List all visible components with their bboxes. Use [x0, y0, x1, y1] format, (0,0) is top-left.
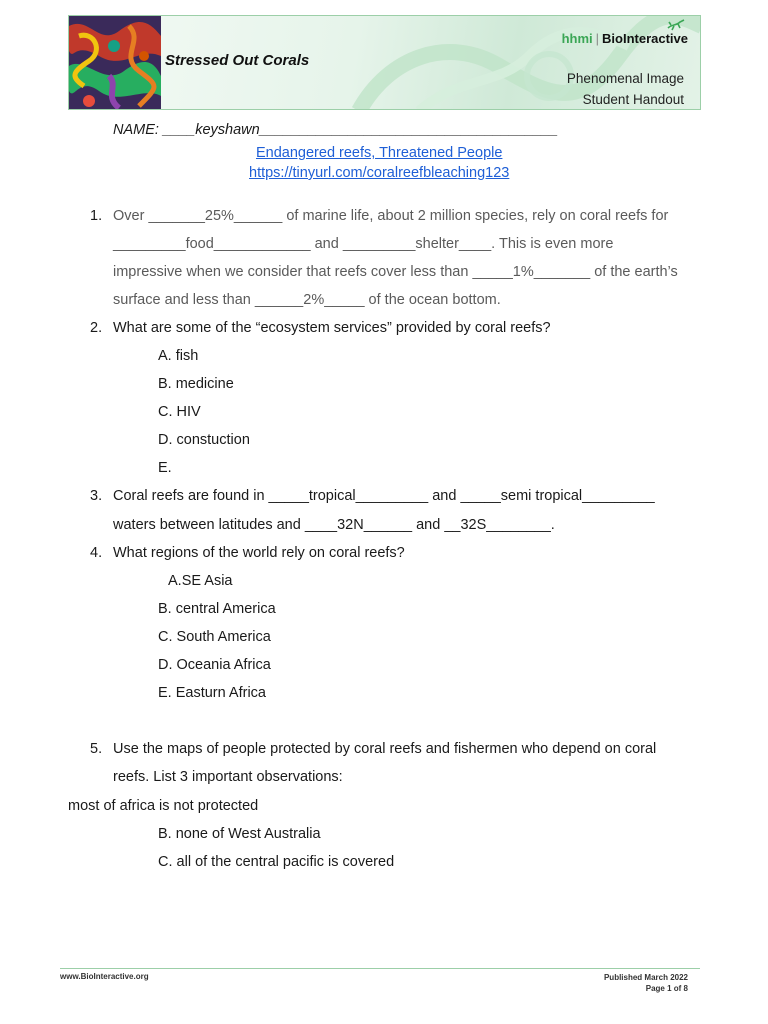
- q5-observation-b: B. none of West Australia: [158, 826, 321, 842]
- q4-question: What regions of the world rely on coral reefs?: [113, 545, 405, 561]
- q1-line-3: impressive when we consider that reefs cover less than _____1%_______ of the earth’s: [113, 264, 678, 280]
- q5-number: 5.: [90, 741, 103, 757]
- q3-line-1: Coral reefs are found in _____tropical_________ and _____semi tropical_________: [113, 488, 655, 504]
- lizard-logo-icon: [666, 18, 686, 32]
- q4-answer-e: E. Easturn Africa: [158, 685, 266, 701]
- article-url-link[interactable]: https://tinyurl.com/coralreefbleaching123: [249, 165, 510, 181]
- q2-answer-b: B. medicine: [158, 376, 234, 392]
- footer-website: www.BioInteractive.org: [60, 972, 149, 981]
- q4-answer-d: D. Oceania Africa: [158, 657, 271, 673]
- q4-answer-c: C. South America: [158, 629, 271, 645]
- q2-question: What are some of the “ecosystem services” provided by coral reefs?: [113, 320, 551, 336]
- q1-line-2: _________food____________ and _________shelter____. This is even more: [113, 236, 614, 252]
- brand-hhmi: hhmi: [561, 31, 593, 46]
- brand-logo: [562, 31, 688, 46]
- subtitle-line-2: Student Handout: [582, 92, 684, 107]
- subtitle-line-1: Phenomenal Image: [566, 71, 684, 86]
- student-name-line: NAME: ____keyshawn_____________________________________: [113, 122, 559, 138]
- footer-published: Published March 2022: [603, 973, 688, 982]
- q2-answer-d: D. constuction: [158, 432, 250, 448]
- q2-number: 2.: [90, 320, 103, 336]
- q1-line-4: surface and less than ______2%_____ of the ocean bottom.: [113, 292, 501, 308]
- brand-name: BioInteractive: [602, 31, 688, 46]
- q4-answer-b: B. central America: [158, 601, 276, 617]
- document-title: Stressed Out Corals: [165, 52, 310, 69]
- q3-line-2: waters between latitudes and ____32N______ and __32S________.: [113, 517, 555, 533]
- q5-observation-c: C. all of the central pacific is covered: [158, 854, 395, 870]
- footer-divider: [60, 968, 700, 969]
- q4-number: 4.: [90, 545, 103, 561]
- header-banner: [68, 15, 701, 110]
- q1-number: 1.: [90, 208, 103, 224]
- q2-answer-a: A. fish: [158, 348, 199, 364]
- article-title-link[interactable]: Endangered reefs, Threatened People: [256, 145, 503, 161]
- q2-answer-c: C. HIV: [158, 404, 201, 420]
- q5-observation-a: most of africa is not protected: [68, 798, 259, 814]
- q5-line-1: Use the maps of people protected by coral reefs and fishermen who depend on coral: [113, 741, 657, 757]
- footer-info: [604, 972, 688, 994]
- q2-answer-e: E.: [158, 460, 172, 476]
- footer-page-number: Page 1 of 8: [645, 984, 688, 993]
- q3-number: 3.: [90, 488, 103, 504]
- q5-line-2: reefs. List 3 important observations:: [113, 769, 343, 785]
- brand-separator: |: [595, 31, 600, 46]
- q1-line-1: Over _______25%______ of marine life, about 2 million species, rely on coral reefs for: [113, 208, 669, 224]
- q4-answer-a: A.SE Asia: [168, 573, 233, 589]
- coral-image: [69, 16, 161, 110]
